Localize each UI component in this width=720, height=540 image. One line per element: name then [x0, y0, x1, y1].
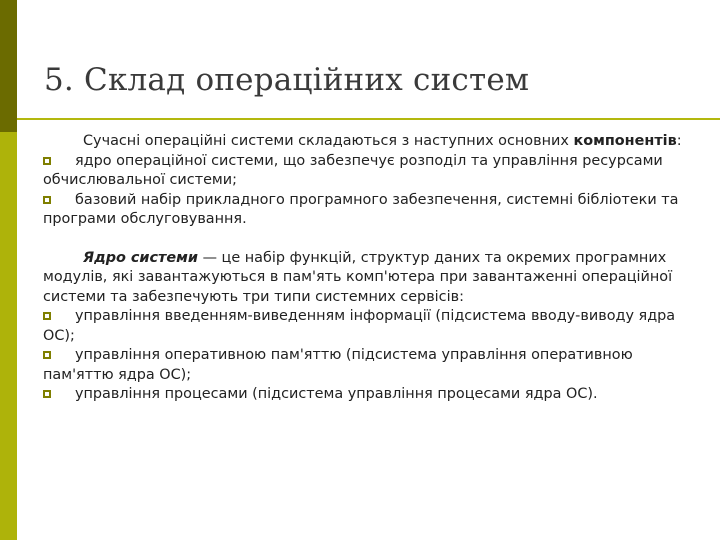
square-bullet-icon	[43, 196, 51, 204]
square-bullet-icon	[43, 390, 51, 398]
components-lead-text: Сучасні операційні системи складаються з наступних основних	[83, 133, 569, 149]
left-accent-block	[0, 0, 17, 132]
list-item-text: ядро операційної системи, що забезпечує розподіл та управління ресурсами обчислювальної системи;	[43, 152, 663, 188]
list-item	[43, 385, 688, 405]
slide-body	[43, 132, 688, 405]
components-paragraph	[43, 132, 688, 230]
list-item	[43, 152, 688, 191]
components-colon: :	[676, 133, 682, 149]
list-item	[43, 346, 688, 385]
list-item-text: управління введенням-виведенням інформації (підсистема вводу-виводу ядра ОС);	[43, 308, 676, 344]
title-divider	[17, 118, 720, 120]
square-bullet-icon	[43, 312, 51, 320]
components-term: компонентів	[573, 133, 677, 149]
slide-title: 5. Склад операційних систем	[44, 62, 530, 98]
list-item-text: базовий набір прикладного програмного забезпечення, системні бібліотеки та програми обслуговування.	[43, 191, 679, 227]
list-item	[43, 307, 688, 346]
kernel-paragraph	[43, 249, 688, 405]
list-item	[43, 191, 688, 230]
kernel-term: Ядро системи	[83, 249, 198, 266]
list-item-text: управління процесами (підсистема управління процесами ядра ОС).	[75, 386, 598, 402]
square-bullet-icon	[43, 351, 51, 359]
list-item-text: управління оперативною пам'яттю (підсистема управління оперативною пам'яттю ядра ОС);	[43, 347, 633, 383]
square-bullet-icon	[43, 157, 51, 165]
kernel-definition-text: — це набір функцій, структур даних та окремих програмних модулів, які завантажуються в пам'ять комп'ютера при завантаженні операційної системи та забезпечують три типи системних сервісів:	[43, 249, 673, 305]
